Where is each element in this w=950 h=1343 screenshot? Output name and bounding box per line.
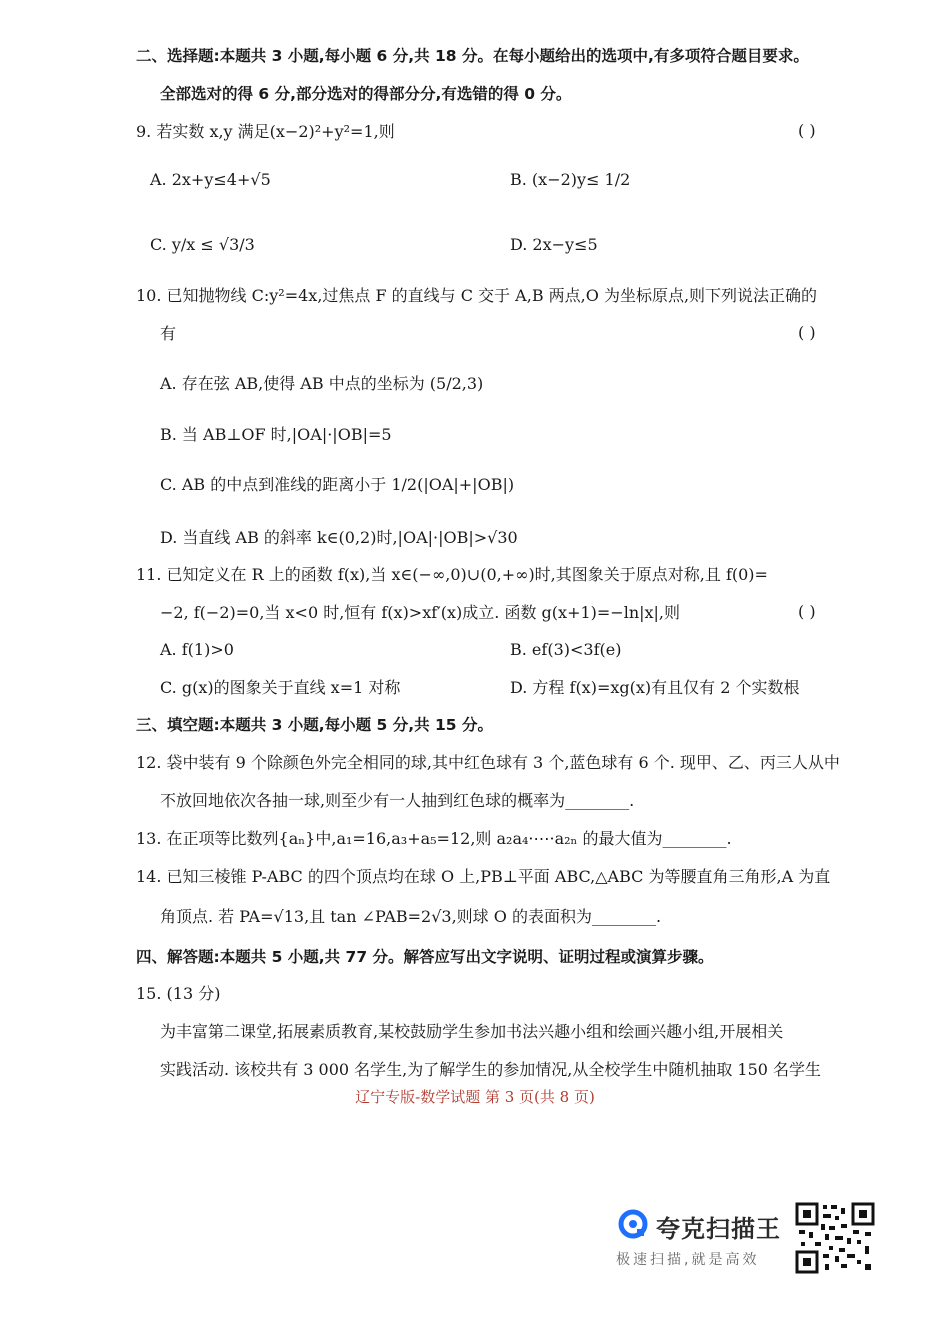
q14-line-2: 角顶点. 若 PA=√13,且 tan ∠PAB=2√3,则球 O 的表面积为________. [160, 907, 662, 926]
q11-option-d: D. 方程 f(x)=xg(x)有且仅有 2 个实数根 [510, 678, 800, 697]
q14-line-1: 14. 已知三棱锥 P-ABC 的四个顶点均在球 O 上,PB⊥平面 ABC,△ABC 为等腰直角三角形,A 为直 [136, 867, 831, 886]
q11-option-a: A. f(1)>0 [160, 640, 234, 659]
q9-option-d: D. 2x−y≤5 [510, 235, 598, 254]
q11-option-c: C. g(x)的图象关于直线 x=1 对称 [160, 678, 401, 697]
q15-line-2: 实践活动. 该校共有 3 000 名学生,为了解学生的参加情况,从全校学生中随机抽取 150 名学生 [160, 1060, 822, 1079]
q12-line-2: 不放回地依次各抽一球,则至少有一人抽到红色球的概率为________. [160, 791, 635, 810]
q10-option-d: D. 当直线 AB 的斜率 k∈(0,2)时,|OA|·|OB|>√30 [160, 528, 518, 547]
q9-answer-paren: ( ) [798, 121, 816, 140]
q9-option-a: A. 2x+y≤4+√5 [150, 170, 271, 189]
quark-logo-icon [618, 1209, 648, 1239]
page-footer: 辽宁专版-数学试题 第 3 页(共 8 页) [355, 1088, 595, 1106]
q9-option-b: B. (x−2)y≤ 1/2 [510, 170, 631, 189]
q10-option-c: C. AB 的中点到准线的距离小于 1/2(|OA|+|OB|) [160, 475, 515, 494]
q10-option-b: B. 当 AB⊥OF 时,|OA|·|OB|=5 [160, 425, 392, 444]
scanner-watermark [612, 1203, 792, 1278]
section-3-header: 三、填空题:本题共 3 小题,每小题 5 分,共 15 分。 [136, 716, 493, 734]
q11-option-b: B. ef(3)<3f(e) [510, 640, 622, 659]
q10-answer-paren: ( ) [798, 323, 816, 342]
section-2-rule: 全部选对的得 6 分,部分选对的得部分分,有选错的得 0 分。 [160, 85, 572, 103]
q11-stem: 11. 已知定义在 R 上的函数 f(x),当 x∈(−∞,0)∪(0,+∞)时,其图象关于原点对称,且 f(0)= [136, 565, 768, 584]
q9-option-c: C. y/x ≤ √3/3 [150, 235, 255, 254]
section-4-header: 四、解答题:本题共 5 小题,共 77 分。解答应写出文字说明、证明过程或演算步骤。 [136, 948, 714, 966]
q10-option-a: A. 存在弦 AB,使得 AB 中点的坐标为 (5/2,3) [160, 374, 484, 393]
q11-answer-paren: ( ) [798, 602, 816, 621]
q15-label: 15. (13 分) [136, 984, 221, 1003]
watermark-name: 夸克扫描王 [656, 1215, 781, 1243]
section-2-header: 二、选择题:本题共 3 小题,每小题 6 分,共 18 分。在每小题给出的选项中,有多项符合题目要求。 [136, 47, 809, 65]
q11-stem-cont: −2, f(−2)=0,当 x<0 时,恒有 f(x)>xf′(x)成立. 函数 g(x+1)=−ln|x|,则 [160, 603, 681, 622]
q10-stem: 10. 已知抛物线 C:y²=4x,过焦点 F 的直线与 C 交于 A,B 两点,O 为坐标原点,则下列说法正确的 [136, 286, 818, 305]
watermark-slogan: 极速扫描,就是高效 [616, 1252, 760, 1268]
qr-code-icon [795, 1202, 875, 1274]
q13-line-1: 13. 在正项等比数列{aₙ}中,a₁=16,a₃+a₅=12,则 a₂a₄·⋯·a₂ₙ 的最大值为________. [136, 829, 732, 848]
q12-line-1: 12. 袋中装有 9 个除颜色外完全相同的球,其中红色球有 3 个,蓝色球有 6 个. 现甲、乙、丙三人从中 [136, 753, 840, 772]
q9-stem: 9. 若实数 x,y 满足(x−2)²+y²=1,则 [136, 122, 395, 141]
q10-stem-cont: 有 [160, 324, 177, 343]
q15-line-1: 为丰富第二课堂,拓展素质教育,某校鼓励学生参加书法兴趣小组和绘画兴趣小组,开展相关 [160, 1022, 784, 1041]
